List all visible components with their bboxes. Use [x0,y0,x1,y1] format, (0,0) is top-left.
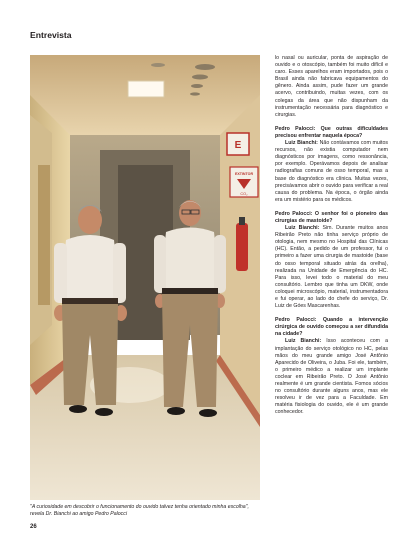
question-speaker: Pedro Palocci: [275,210,313,217]
interview-text-column [275,55,388,417]
hospital-corridor-illustration [30,55,260,500]
answer-3 [275,338,388,416]
question-2 [275,211,388,225]
answer-1 [275,140,388,204]
answer-speaker: Luiz Bianchi: [285,338,322,345]
question-3 [275,317,388,338]
answer-2 [275,225,388,310]
photo-caption: "A curiosidade em descobrir o funcionamento do ouvido talvez tenha orientado minha escolha", revela Dr. Bianchi ao amigo Pedro Palocci [30,504,249,517]
interview-photo [30,55,260,500]
question-text: Que outras dificuldades precisou enfrentar naquela época? [275,125,388,139]
extintor-sign-label: EXTINTOR [234,172,254,176]
question-text: O senhor foi o pioneiro das cirurgias de mastoide? [275,210,388,224]
question-speaker: Pedro Palocci: [275,317,317,324]
question-1 [275,126,388,140]
answer-text: Sim. Durante muitos anos Ribeirão Preto não tinha serviço próprio de otologia, nem mesmo no Hospital das Clínicas (HC). Então, a pedido de um professor, fui o primeiro a fazer uma cirurgia de mastoide (base do osso temporal situado atrás da orelha), realizada na Unidade de Emergência do HC. Para isso, levei todo o material do meu consultório. Lembro que tinha um DKW, onde coloquei microscópio, material, instrumentadora e fui operar, ao lado do chefe do serviço, Dr. Luiz de Góes Mascarenhas. [275,225,388,310]
question-text: Quando a intervenção cirúrgica de ouvido começou a ser difundida na cidade? [275,317,388,338]
paragraph-continuation: lo nasal ou auricular, ponta de aspiração de ouvido e o otoscópio, também foi muito difícil e caro. Esses aparelhos eram importados, pois o Brasil ainda não fabricava equipamentos do gênero. Ainda assim, pude fazer um grande acervo, contribuindo, muitas vezes, com os colegas da área que não dispunham da instrumentação necessária para diagnóstico e cirurgias. [275,55,388,118]
extintor-sign-sub: CO₂ [240,192,248,196]
page-number: 26 [30,524,37,530]
question-speaker: Pedro Palocci: [275,125,316,132]
answer-text: Não contávamos com muitos recursos, não existia computador nem diagnósticos por imagens, como ressonância, por exemplo. Operávamos depois de analisar radiografias comuns de osso temporal, mas a base do diagnóstico era clínica. Muitas vezes, precisávamos abrir o ouvido para verificar a real causa do problema. Na época, o órgão ainda era um mistério para os médicos. [275,140,388,203]
answer-speaker: Luiz Bianchi: [285,140,318,147]
answer-text: Isso aconteceu com a implantação do serviço otológico no HC, pelas mãos do meu grande amigo José Antônio Aparecido de Oliveira, o Juba. Foi ele, também, o primeiro médico a realizar um implante coclear em Ribeirão Preto. O José Antônio realmente é um grande cientista. Fomos sócios no consultório durante alguns anos, mas ele resolveu ir de vez para a Faculdade. Em matéria fisiologia do ouvido, ele é um grande conhecedor. [275,338,388,416]
exit-sign-letter: E [234,140,242,151]
section-label: Entrevista [30,30,72,40]
answer-speaker: Luiz Bianchi: [285,225,320,232]
